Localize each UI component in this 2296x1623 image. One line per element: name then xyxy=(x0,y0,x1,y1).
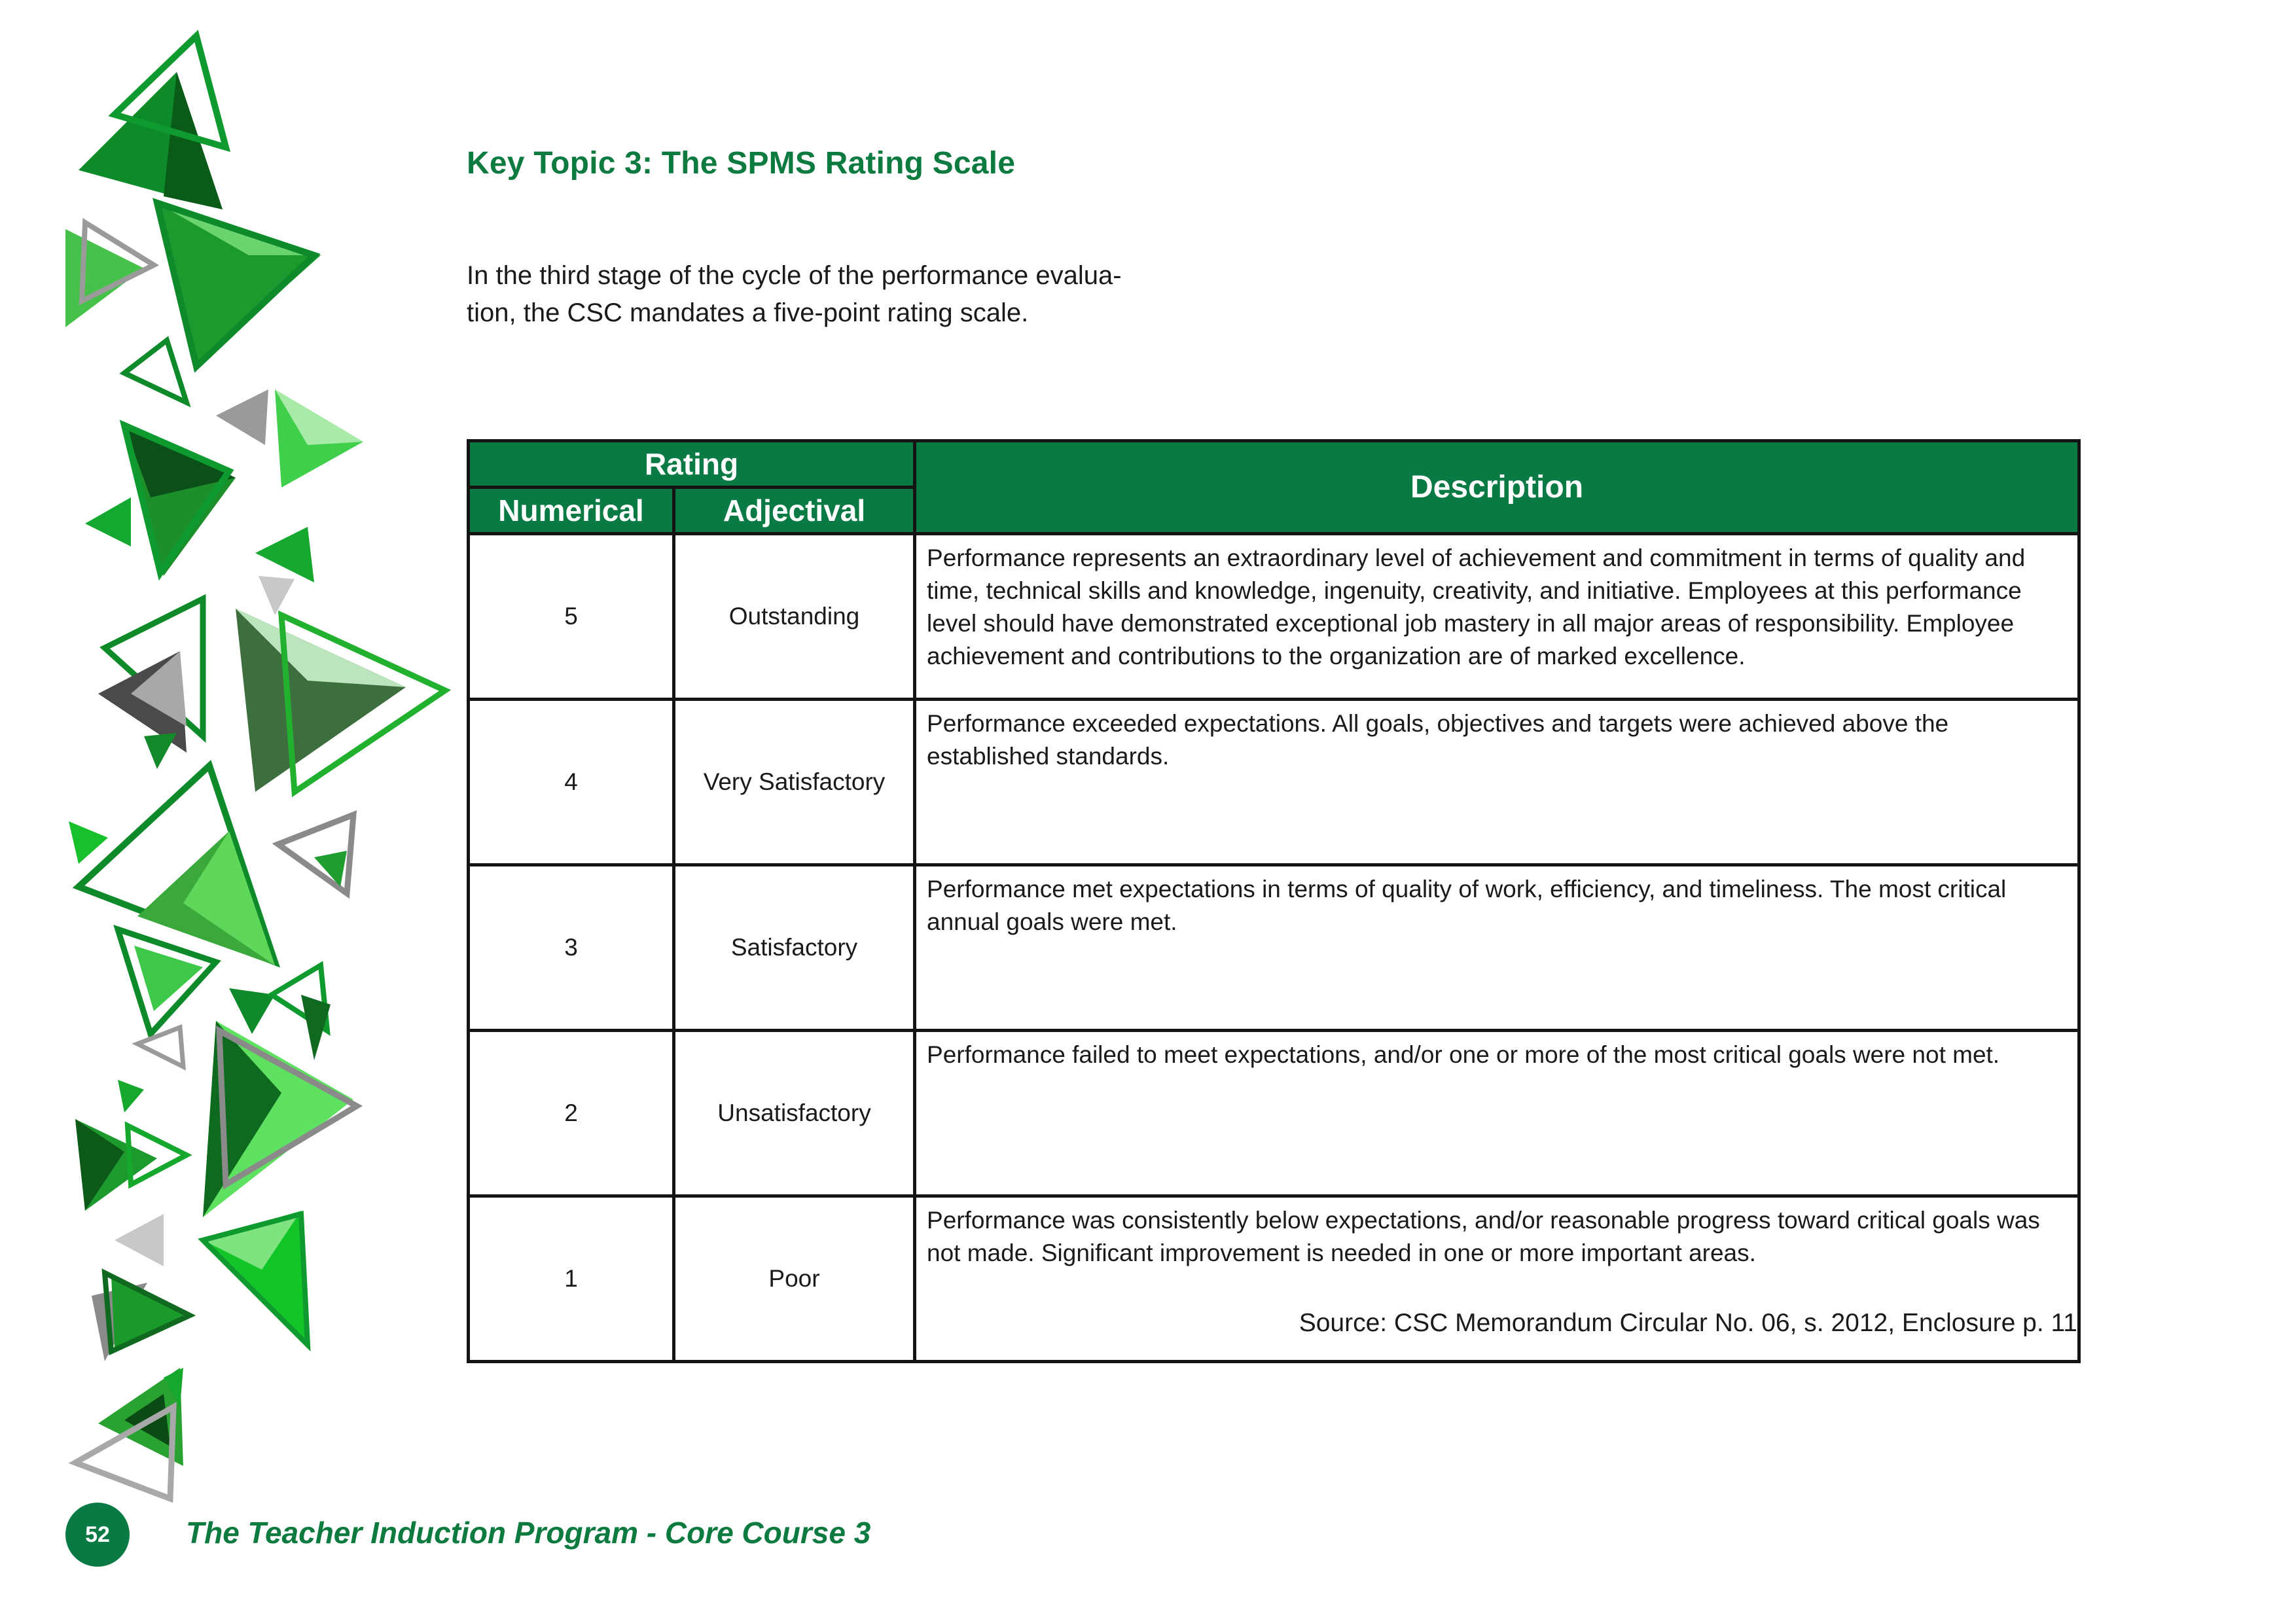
decor-triangle xyxy=(124,340,187,402)
decor-triangle xyxy=(216,389,268,445)
description-header: Description xyxy=(915,441,2079,534)
decor-triangle xyxy=(259,576,295,615)
rating-description: Performance failed to meet expectations, and/or one or more of the most critical goals were not met. xyxy=(915,1031,2079,1196)
adjectival-rating: Poor xyxy=(674,1196,915,1362)
table-row xyxy=(469,865,2079,1031)
rating-description: Performance represents an extraordinary level of achievement and commitment in terms of quality and time, technical skills and knowledge, ingenuity, creativity, and initiative. Employees at this performance level should have demonstrated exceptional job mastery in all major areas of responsibility. Employee achievement and contributions to the organization are of marked excellence. xyxy=(915,534,2079,700)
adjectival-rating: Satisfactory xyxy=(674,865,915,1031)
decor-triangle xyxy=(85,497,131,546)
decor-triangle xyxy=(255,527,314,582)
adjectival-header: Adjectival xyxy=(674,488,915,534)
intro-paragraph xyxy=(467,257,1226,332)
table-row xyxy=(469,1031,2079,1196)
table-header-row xyxy=(469,441,2079,488)
numerical-rating: 1 xyxy=(469,1196,674,1362)
rating-header: Rating xyxy=(469,441,915,488)
table-row xyxy=(469,534,2079,700)
decor-triangle xyxy=(137,1027,183,1067)
numerical-rating: 3 xyxy=(469,865,674,1031)
rating-description: Performance was consistently below expectations, and/or reasonable progress toward critical goals was not made. Significant improvement is needed in one or more important areas. xyxy=(915,1196,2079,1362)
decor-triangle xyxy=(118,1080,144,1113)
rating-scale-table xyxy=(467,439,2081,1363)
numerical-rating: 2 xyxy=(469,1031,674,1196)
rating-description: Performance met expectations in terms of quality of work, efficiency, and timeliness. The most critical annual goals were met. xyxy=(915,865,2079,1031)
adjectival-rating: Outstanding xyxy=(674,534,915,700)
source-citation: Source: CSC Memorandum Circular No. 06, s. 2012, Enclosure p. 11 xyxy=(1299,1309,2077,1337)
intro-text: In the third stage of the cycle of the performance evalua- tion, the CSC mandates a five-point rating scale. xyxy=(467,261,1122,327)
adjectival-rating: Very Satisfactory xyxy=(674,700,915,865)
decor-triangle xyxy=(144,733,177,769)
numerical-rating: 5 xyxy=(469,534,674,700)
table-row xyxy=(469,700,2079,865)
decor-triangle xyxy=(111,1276,187,1348)
adjectival-rating: Unsatisfactory xyxy=(674,1031,915,1196)
rating-description: Performance exceeded expectations. All goals, objectives and targets were achieved above the established standards. xyxy=(915,700,2079,865)
footer-title: The Teacher Induction Program - Core Course 3 xyxy=(186,1516,871,1550)
numerical-rating: 4 xyxy=(469,700,674,865)
decorative-triangle-pattern xyxy=(0,0,471,1623)
section-heading: Key Topic 3: The SPMS Rating Scale xyxy=(467,146,1016,181)
numerical-header: Numerical xyxy=(469,488,674,534)
decor-triangle xyxy=(115,1214,164,1266)
decor-triangle xyxy=(69,821,108,864)
page-number: 52 xyxy=(85,1522,110,1547)
page-number-badge xyxy=(65,1503,130,1567)
